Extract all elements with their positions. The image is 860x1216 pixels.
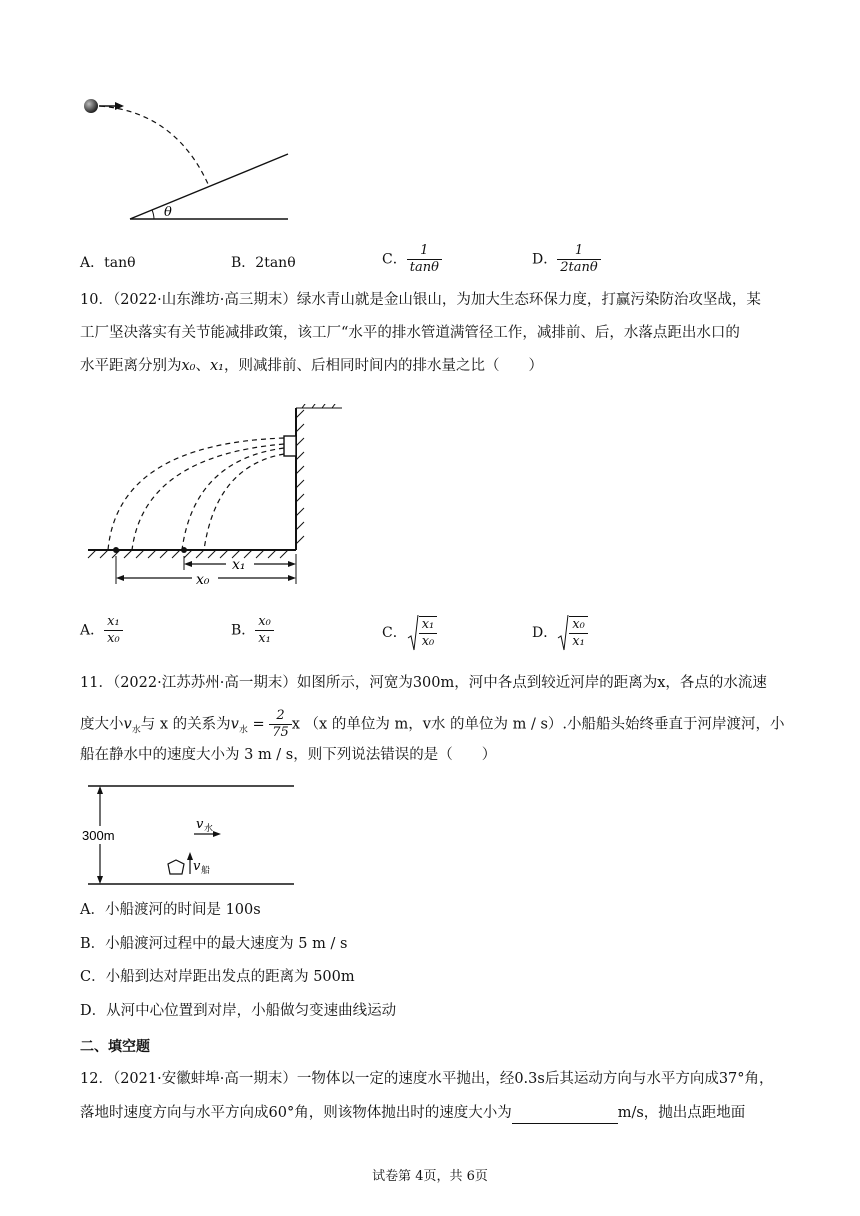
q11-figure [80, 778, 300, 890]
fraction: $\frac{\text{x₁}}{\text{x₀}}$ [419, 616, 438, 650]
q10-option-d[interactable]: D． $\frac{\text{x₀}}{\text{x₁}}$ [532, 614, 588, 652]
q11-line-2: 度大小$v_水$与 x 的关系为$v_水$ = $\frac{2}{75}$ x （x 的单位为 m，v水 的单位为 m / s）.小船船头始终垂直于河岸渡河，小 [80, 708, 785, 740]
page-footer: 试卷第 4页，共 6页 [372, 1169, 488, 1184]
sqrt-icon [407, 614, 419, 652]
fraction: $\frac{2}{75}$ [269, 708, 292, 741]
q9-option-c[interactable]: C． $\frac{1}{\tan\theta}$ [382, 243, 442, 276]
v-water-sub: 水 [204, 824, 214, 834]
q10-figure [84, 404, 346, 594]
boat-icon [168, 860, 184, 874]
landing-point-x0 [113, 547, 119, 553]
q12-line-2: 落地时速度方向与水平方向成60°角，则该物体抛出时的速度大小为 m/s，抛出点距地面 [80, 1102, 745, 1124]
q9-option-b[interactable]: B．2tanθ [231, 255, 296, 271]
landing-point-x1 [181, 547, 187, 553]
v-boat-sub: 船 [201, 866, 211, 876]
incline [130, 154, 288, 219]
q11-option-d[interactable]: D．从河中心位置到对岸，小船做匀变速曲线运动 [80, 1003, 397, 1019]
q11-line-3: 船在静水中的速度大小为 3 m / s，则下列说法错误的是（ ） [80, 747, 497, 763]
sqrt-icon [557, 614, 569, 652]
ball [84, 99, 98, 113]
answer-blank[interactable] [512, 1109, 618, 1124]
x0-label: x₀ [196, 572, 210, 588]
q11-line-1: 11．（2022·江苏苏州·高一期末）如图所示，河宽为300m，河中各点到较近河岸的距离为x，各点的水流速 [80, 675, 767, 691]
q10-option-c[interactable]: C． $\frac{\text{x₁}}{\text{x₀}}$ [382, 614, 437, 652]
section-title: 二、填空题 [80, 1039, 150, 1055]
angle-label: θ [164, 205, 172, 220]
q10-line-3: 水平距离分别为x₀、x₁，则减排前、后相同时间内的排水量之比（ ） [80, 358, 543, 374]
trajectory-curve [100, 106, 208, 184]
q10-option-b[interactable]: B． $\frac{\text{x₀}}{\text{x₁}}$ [231, 614, 274, 647]
fraction: $\frac{\text{x₀}}{\text{x₁}}$ [255, 614, 274, 647]
v-boat-label: v [193, 859, 201, 874]
q10-line-1: 10．（2022·山东潍坊·高三期末）绿水青山就是金山银山，为加大生态环保力度，打赢污染防治攻坚战，某 [80, 292, 761, 308]
fraction: $\frac{\text{x₀}}{\text{x₁}}$ [569, 616, 588, 650]
fraction: $\frac{1}{\tan\theta}$ [407, 243, 442, 276]
water-trajectories [108, 438, 284, 550]
q11-option-c[interactable]: C．小船到达对岸距出发点的距离为 500m [80, 969, 355, 985]
q9-option-d[interactable]: D． $\frac{1}{2\tan\theta}$ [532, 243, 601, 276]
river-width-label: 300m [82, 828, 115, 843]
q9-figure [80, 90, 300, 225]
fraction: $\frac{1}{2\tan\theta}$ [557, 243, 600, 276]
x1-label: x₁ [232, 557, 246, 573]
q9-option-a[interactable]: A．tanθ [80, 255, 136, 271]
q10-option-a[interactable]: A． $\frac{\text{x₁}}{\text{x₀}}$ [80, 614, 123, 647]
q12-line-1: 12．（2021·安徽蚌埠·高一期末）一物体以一定的速度水平抛出，经0.3s后其运动方向与水平方向成37°角， [80, 1071, 774, 1087]
q11-option-a[interactable]: A．小船渡河的时间是 100s [80, 902, 261, 918]
v-water-label: v [196, 817, 204, 832]
q11-option-b[interactable]: B．小船渡河过程中的最大速度为 5 m / s [80, 936, 348, 952]
q10-line-2: 工厂坚决落实有关节能减排政策，该工厂“水平的排水管道满管径工作，减排前、后，水落点距出水口的 [80, 325, 740, 341]
pipe-outlet [284, 436, 296, 456]
fraction: $\frac{\text{x₁}}{\text{x₀}}$ [104, 614, 123, 647]
